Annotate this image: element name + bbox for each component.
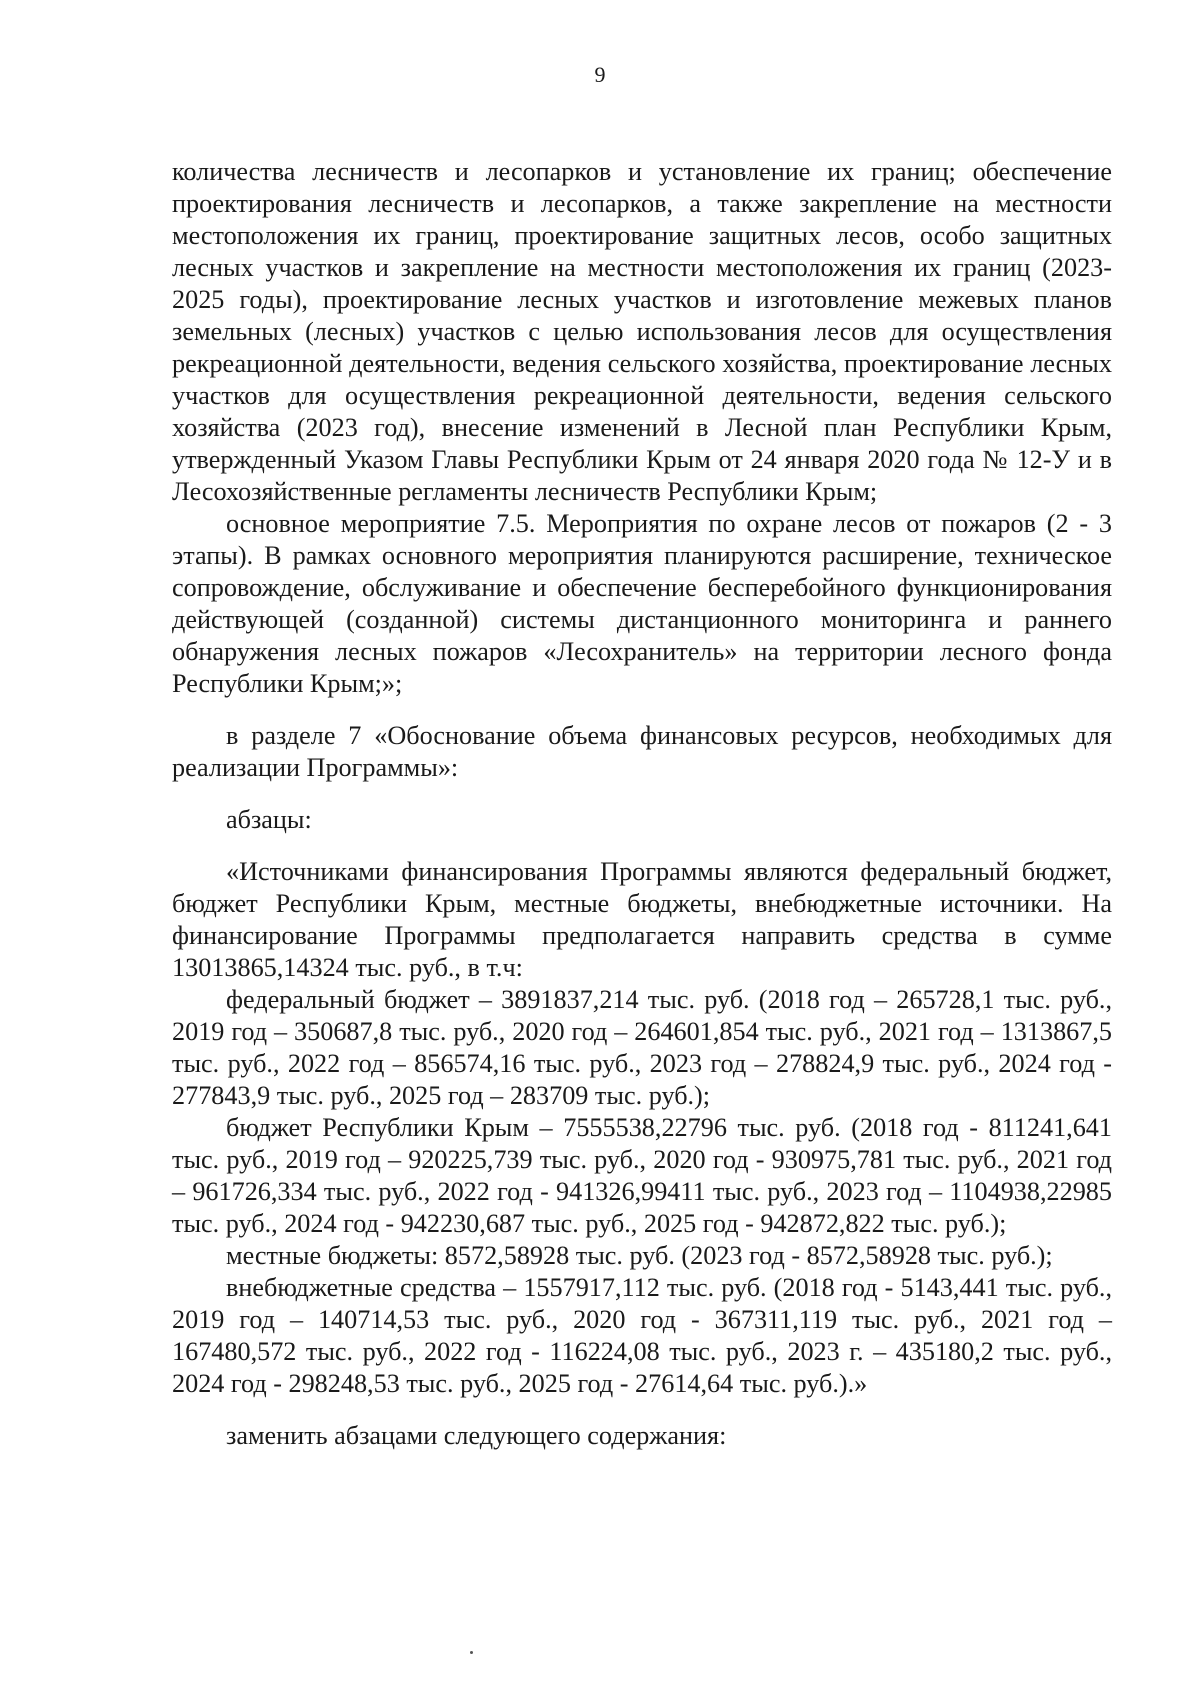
paragraph-abzacy: абзацы: [226,805,312,834]
paragraph-funding-sources: «Источниками финансирования Программы являются федеральный бюджет, бюджет Республики Крым, местные бюджеты, внебюджетные источники. На финансирование Программы предполагается направить средства в сумме 13013865,14324 тыс. руб., в т.ч: [172,857,1112,982]
document-body [172,156,1112,1452]
paragraph-local-budgets: местные бюджеты: 8572,58928 тыс. руб. (2023 год - 8572,58928 тыс. руб.); [226,1241,1053,1270]
paragraph-fire-protection: основное мероприятие 7.5. Мероприятия по охране лесов от пожаров (2 - 3 этапы). В рамках основного мероприятия планируются расширение, техническое сопровождение, обслуживание и обеспечение бесперебойного функционирования действующей (созданной) системы дистанционного мониторинга и раннего обнаружения лесных пожаров «Лесохранитель» на территории лесного фонда Республики Крым;»; [172,509,1112,698]
paragraph-extrabudgetary: внебюджетные средства – 1557917,112 тыс. руб. (2018 год - 5143,441 тыс. руб., 2019 год – 140714,53 тыс. руб., 2020 год - 367311,119 тыс. руб., 2021 год – 167480,572 тыс. руб., 2022 год - 116224,08 тыс. руб., 2023 г. – 435180,2 тыс. руб., 2024 год - 298248,53 тыс. руб., 2025 год - 27614,64 тыс. руб.).» [172,1273,1112,1398]
paragraph-republic-budget: бюджет Республики Крым – 7555538,22796 тыс. руб. (2018 год - 811241,641 тыс. руб., 2019 год – 920225,739 тыс. руб., 2020 год - 930975,781 тыс. руб., 2021 год – 961726,334 тыс. руб., 2022 год - 941326,99411 тыс. руб., 2023 год – 1104938,22985 тыс. руб., 2024 год - 942230,687 тыс. руб., 2025 год - 942872,822 тыс. руб.); [172,1113,1112,1238]
paragraph-section-7: в разделе 7 «Обоснование объема финансовых ресурсов, необходимых для реализации Программы»: [172,721,1112,782]
paragraph-federal-budget: федеральный бюджет – 3891837,214 тыс. руб. (2018 год – 265728,1 тыс. руб., 2019 год – 350687,8 тыс. руб., 2020 год – 264601,854 тыс. руб., 2021 год – 1313867,5 тыс. руб., 2022 год – 856574,16 тыс. руб., 2023 год – 278824,9 тыс. руб., 2024 год - 277843,9 тыс. руб., 2025 год – 283709 тыс. руб.); [172,985,1112,1110]
paragraph-replace: заменить абзацами следующего содержания: [226,1421,727,1450]
scan-speck [470,1651,473,1654]
page-number: 9 [594,62,606,87]
paragraph-forest-planning: количества лесничеств и лесопарков и установление их границ; обеспечение проектирования лесничеств и лесопарков, а также закрепление на местности местоположения их границ, проектирование защитных лесов, особо защитных лесных участков и закрепление на местности местоположения их границ (2023-2025 годы), проектирование лесных участков и изготовление межевых планов земельных (лесных) участков с целью использования лесов для осуществления рекреационной деятельности, ведения сельского хозяйства, проектирование лесных участков для осуществления рекреационной деятельности, ведения сельского хозяйства (2023 год), внесение изменений в Лесной план Республики Крым, утвержденный Указом Главы Республики Крым от 24 января 2020 года № 12-У и в Лесохозяйственные регламенты лесничеств Республики Крым; [172,157,1112,506]
